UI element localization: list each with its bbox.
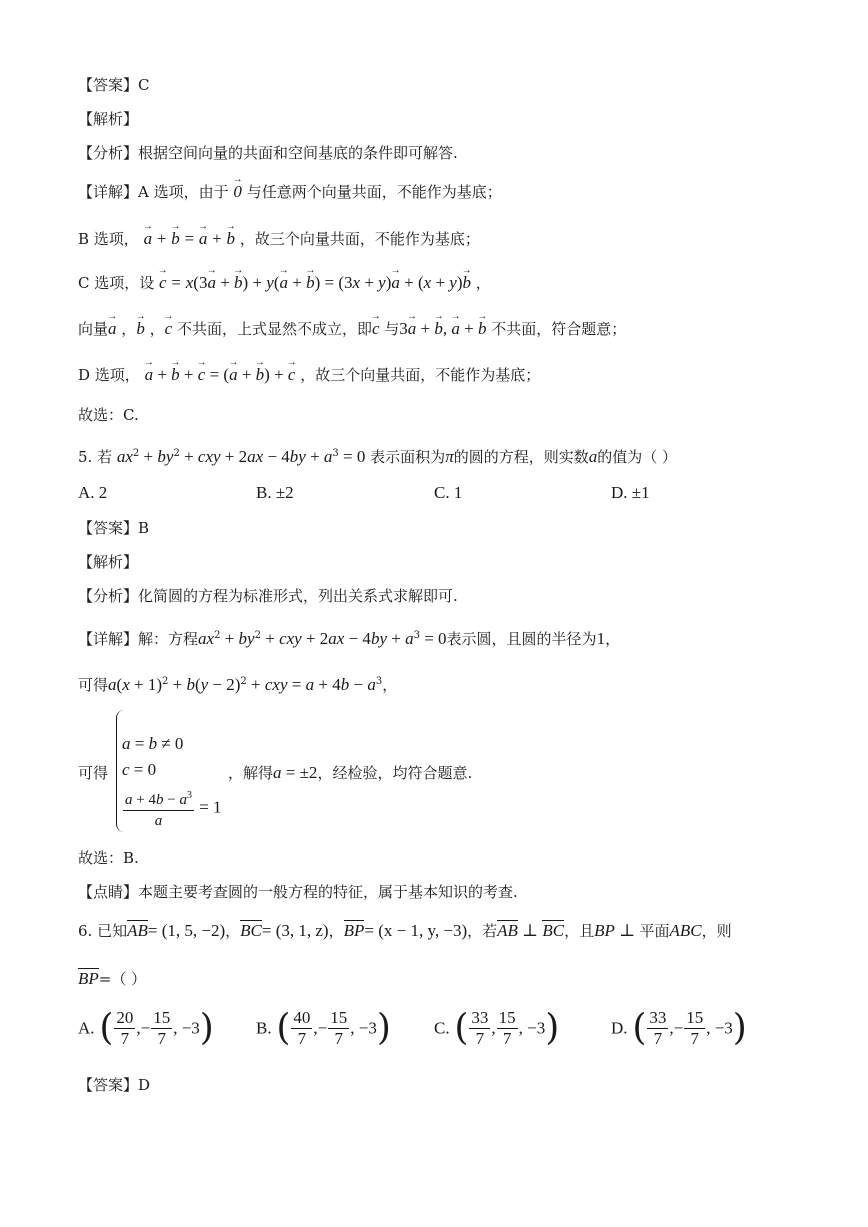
q5-stem-mid2: 的圆的方程，则实数 bbox=[453, 448, 589, 466]
frac-den: 7 bbox=[690, 1029, 699, 1048]
frac-num: 20 bbox=[116, 1008, 134, 1027]
q5-var-a: a bbox=[588, 447, 598, 466]
q6-option-c[interactable]: C. ( $\frac{33}{7}$ , $\frac{15}{7}$ , −3) bbox=[434, 1007, 560, 1049]
q5-option-b[interactable] bbox=[256, 483, 294, 503]
frac-den: 7 bbox=[653, 1029, 663, 1048]
option-label: D. bbox=[611, 483, 628, 502]
q4-detail-c2-line bbox=[78, 318, 626, 340]
q5-comment-line bbox=[78, 881, 518, 903]
q4-choose: 故选：C. bbox=[78, 406, 139, 424]
q5-line2-formula: $a(x + 1)^2 + b(y - 2)^2$ + cxy = $a + 4b - a^3$ bbox=[108, 675, 383, 694]
right-paren: ) bbox=[732, 1007, 747, 1049]
option-value: 1 bbox=[453, 483, 463, 502]
q4-detail-c2-pre: 向量 bbox=[78, 320, 109, 338]
zero-vector: → 0 bbox=[233, 181, 242, 203]
q5-radius: 1 bbox=[596, 629, 606, 648]
q4-analysis-label: 【解析】 bbox=[78, 110, 139, 128]
option-label: C. bbox=[434, 483, 450, 502]
option-label: A. bbox=[78, 1018, 95, 1038]
frac-den: 7 bbox=[334, 1029, 344, 1048]
q4-detail-c-line bbox=[78, 272, 491, 294]
frac-num: 15 bbox=[330, 1008, 348, 1027]
frac-den: 7 bbox=[297, 1029, 307, 1048]
frac-num: 40 bbox=[293, 1008, 311, 1027]
option-label: D. bbox=[611, 1018, 628, 1038]
frac-num: 15 bbox=[498, 1008, 516, 1027]
sign: − bbox=[140, 1018, 151, 1038]
q4-fenxi-text: 根据空间向量的共面和空间基底的条件即可解答. bbox=[138, 144, 458, 162]
q5-line2-post: ， bbox=[382, 676, 398, 694]
q4-detail-b-formula: → a + → b = → a + → b bbox=[144, 230, 235, 248]
left-paren: ( bbox=[276, 1007, 291, 1049]
frac-num: 15 bbox=[686, 1008, 704, 1027]
pi-symbol: π bbox=[445, 447, 454, 466]
q4-detail-d-line bbox=[78, 364, 540, 386]
right-paren: ) bbox=[376, 1007, 391, 1049]
right-paren: ) bbox=[545, 1007, 560, 1049]
option-value: 2 bbox=[98, 483, 108, 502]
detail-label: 【详解】 bbox=[78, 630, 139, 648]
option-label: A. bbox=[78, 483, 95, 502]
sys-eq-1: a = b ≠ 0 bbox=[122, 734, 184, 753]
q4-detail-b-post: ，故三个向量共面，不能作为基底； bbox=[239, 230, 480, 248]
q6-option-d[interactable]: D. ( $\frac{33}{7}$ ,− $\frac{15}{7}$ , −3) bbox=[611, 1007, 747, 1049]
q5-detail-post: ， bbox=[605, 630, 621, 648]
vector-bc: BC bbox=[240, 921, 262, 940]
q4-detail-a-pre: A 选项，由于 bbox=[138, 183, 229, 201]
q5-stem bbox=[78, 443, 677, 468]
q6-option-a[interactable]: A. ( $\frac{20}{7}$ ,− $\frac{15}{7}$ , −3) bbox=[78, 1007, 214, 1049]
q6-cond-mid: ，且 bbox=[564, 922, 595, 940]
q5-option-c[interactable] bbox=[434, 483, 462, 503]
q6-bc-value: = (3, 1, z) bbox=[261, 921, 329, 940]
right-paren: ) bbox=[199, 1007, 214, 1049]
q6-cond-pre: ，若 bbox=[467, 922, 498, 940]
left-paren: ( bbox=[99, 1007, 114, 1049]
q5-choose: 故选：B. bbox=[78, 849, 139, 867]
comment-label: 【点睛】 bbox=[78, 883, 139, 901]
vector-bp: BP bbox=[343, 921, 365, 940]
answer-label: 【答案】 bbox=[78, 1076, 139, 1094]
q5-detail-mid: 表示圆，且圆的半径为 bbox=[446, 630, 597, 648]
answer-label: 【答案】 bbox=[78, 76, 139, 94]
q5-answer-line bbox=[78, 517, 149, 539]
q5-number: 5. 若 bbox=[78, 448, 113, 466]
frac-den: 7 bbox=[475, 1029, 485, 1048]
q5-sys-post: ，经检验，均符合题意. bbox=[317, 764, 473, 782]
vector-a: → a bbox=[108, 318, 117, 340]
option-label: C. bbox=[434, 1018, 450, 1038]
q5-stem-post: 的值为（ ） bbox=[597, 448, 678, 466]
q5-analysis-label: 【解析】 bbox=[78, 553, 139, 571]
q6-answer-value: D bbox=[138, 1076, 151, 1094]
frac-den: 7 bbox=[157, 1029, 166, 1048]
q6-ask-text: =（ ） bbox=[98, 970, 147, 988]
fenxi-label: 【分析】 bbox=[78, 144, 139, 162]
q4-detail-b-line bbox=[78, 228, 480, 250]
q4-detail-c-formula: → c = x(3→ a + → b) + y(→ a + → b) = (3x + y)→ a + (x + y)→ b bbox=[159, 274, 471, 292]
q4-c2-and: 与 bbox=[384, 320, 400, 338]
q4-detail-b-pre: B 选项， bbox=[78, 230, 139, 248]
sign: − bbox=[317, 1018, 328, 1038]
q6-stem: 6. 已知AB= (1, 5, −2)，BC= (3, 1, z)，BP= (x − 1, y, −3)，若AB ⊥ BC，且BP ⊥ 平面ABC，则 bbox=[78, 921, 732, 940]
q4-answer-value: C bbox=[138, 76, 150, 94]
q5-answer-value: B bbox=[138, 519, 150, 537]
vector-ab: AB bbox=[127, 921, 148, 940]
left-paren: ( bbox=[632, 1007, 647, 1049]
frac-num: 15 bbox=[153, 1008, 171, 1027]
q4-c2-sep1: ， bbox=[121, 320, 137, 338]
q6-option-b[interactable]: B. ( $\frac{40}{7}$ ,− $\frac{15}{7}$ , −3) bbox=[256, 1007, 391, 1049]
sys-eq-3: $\frac{a + 4b - a^3}{a}$ = 1 bbox=[122, 786, 222, 831]
q6-number: 6. 已知 bbox=[78, 922, 128, 940]
q4-c2-formula: 3→ a + → b, → a + → b bbox=[399, 320, 486, 338]
q4-detail-a-line bbox=[78, 181, 502, 203]
fenxi-label: 【分析】 bbox=[78, 587, 139, 605]
q4-detail-d-post: ，故三个向量共面，不能作为基底； bbox=[300, 366, 541, 384]
q6-answer-line bbox=[78, 1074, 150, 1096]
q6-ask bbox=[78, 968, 146, 990]
q5-sys-post-line: ，解得a = ±2，经检验，均符合题意. bbox=[228, 763, 473, 782]
q6-bp-value: = (x − 1, y, −3) bbox=[364, 921, 468, 940]
frac-num: 33 bbox=[471, 1008, 489, 1027]
q4-detail-d-pre: D 选项， bbox=[78, 366, 140, 384]
q5-equation: $ax^2 + by^2$ + cxy + $2ax - 4by + a^3 = 0$ bbox=[116, 447, 366, 466]
q4-c2-text: 不共面，上式显然不成立，即 bbox=[176, 320, 372, 338]
q5-detail-line bbox=[78, 625, 620, 650]
frac-num: 33 bbox=[649, 1008, 667, 1027]
q4-detail-c-post: ， bbox=[475, 274, 491, 292]
sys-eq-2: c = 0 bbox=[122, 760, 157, 779]
q6-ab-value: = (1, 5, −2) bbox=[147, 921, 226, 940]
q5-detail-pre: 解：方程 bbox=[138, 630, 199, 648]
q4-c2-post: 不共面，符合题意； bbox=[491, 320, 627, 338]
q5-sys-solve: ，解得 bbox=[228, 764, 274, 782]
q4-c2-sep2: ， bbox=[149, 320, 165, 338]
q6-cond-plane: 平面 bbox=[639, 922, 670, 940]
q5-fenxi-line bbox=[78, 585, 458, 607]
q5-equation-system bbox=[78, 710, 578, 840]
q5-line2-pre: 可得 bbox=[78, 676, 109, 694]
q4-fenxi-line bbox=[78, 142, 458, 164]
q5-option-a[interactable] bbox=[78, 483, 107, 503]
option-value: ±1 bbox=[631, 483, 650, 502]
q5-sys-pre: 可得 bbox=[78, 764, 109, 782]
q5-detail-equation: $ax^2 + by^2$ + cxy + $2ax - 4by + a^3 = 0$ bbox=[198, 629, 447, 648]
answer-label: 【答案】 bbox=[78, 519, 139, 537]
frac-den: 7 bbox=[120, 1029, 130, 1048]
q4-detail-a-post: 与任意两个向量共面，不能作为基底； bbox=[246, 183, 502, 201]
q5-option-d[interactable] bbox=[611, 483, 650, 503]
q5-fenxi-text: 化简圆的方程为标准形式，列出关系式求解即可. bbox=[138, 587, 458, 605]
vector-b: → b bbox=[136, 318, 145, 340]
q4-answer-line bbox=[78, 74, 150, 96]
vector-c-2: → c bbox=[372, 318, 380, 340]
option-label: B. bbox=[256, 483, 272, 502]
q4-detail-d-formula: → a + → b + → c = (→ a + → b) + → c bbox=[145, 366, 296, 384]
vector-c: → c bbox=[165, 318, 173, 340]
q5-comment-text: 本题主要考查圆的一般方程的特征，属于基本知识的考查. bbox=[138, 883, 518, 901]
option-value: ±2 bbox=[275, 483, 294, 502]
q5-stem-mid: 表示面积为 bbox=[370, 448, 446, 466]
sign: − bbox=[673, 1018, 684, 1038]
left-paren: ( bbox=[454, 1007, 469, 1049]
frac-den: 7 bbox=[502, 1029, 512, 1048]
option-label: B. bbox=[256, 1018, 272, 1038]
detail-label: 【详解】 bbox=[78, 183, 139, 201]
q6-cond-post: ，则 bbox=[701, 922, 732, 940]
q5-line2 bbox=[78, 671, 397, 696]
q4-detail-c-pre: C 选项，设 bbox=[78, 274, 155, 292]
vector-bp-2: BP bbox=[78, 969, 99, 988]
